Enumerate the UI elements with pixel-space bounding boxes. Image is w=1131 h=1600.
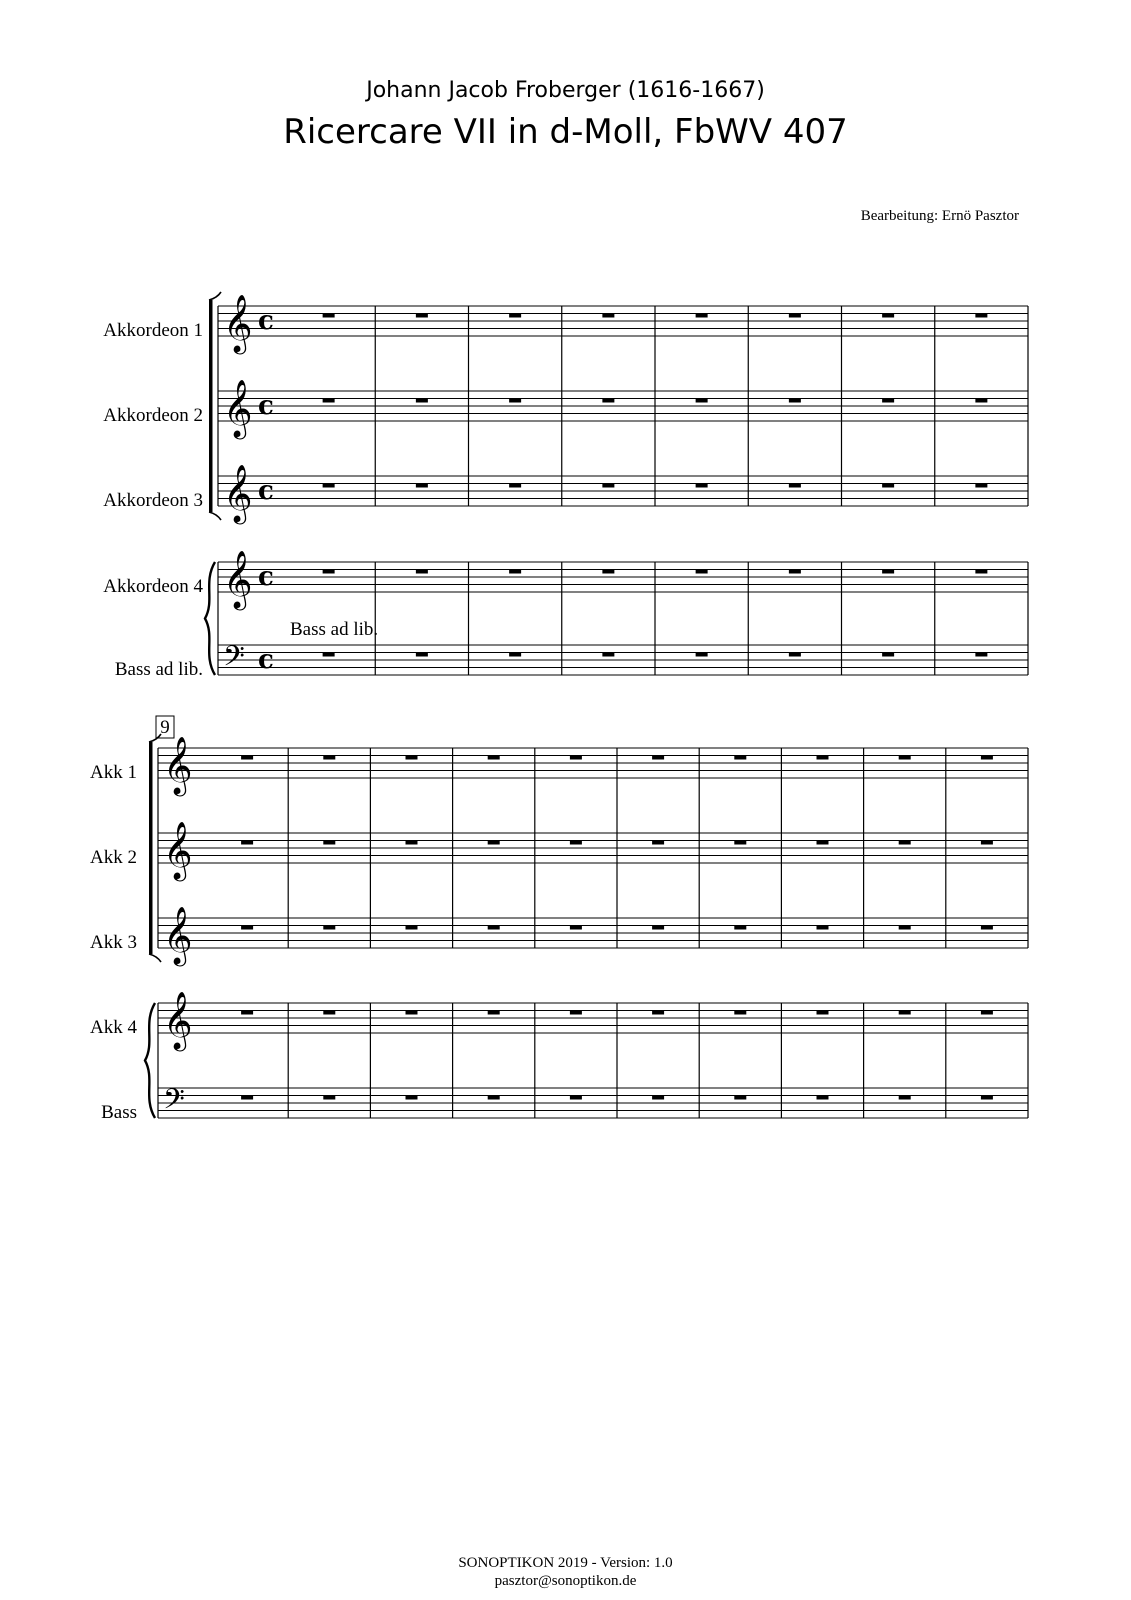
rest-mark [241,1011,253,1015]
rest-mark [570,926,582,930]
rest-mark [570,1096,582,1100]
rest-mark [570,756,582,760]
rest-mark [509,314,521,318]
rest-mark [981,1011,993,1015]
rest-mark [416,399,428,403]
rest-mark [416,653,428,657]
rest-mark [789,570,801,574]
rest-mark [652,841,664,845]
rest-mark [509,399,521,403]
rest-mark [602,570,614,574]
treble-clef: 𝄞 [163,736,193,794]
rest-mark [817,926,829,930]
rest-mark [696,399,708,403]
rest-mark [981,756,993,760]
rest-mark [899,1011,911,1015]
rest-mark [323,1011,335,1015]
rest-mark [488,1096,500,1100]
rest-mark [817,756,829,760]
rest-mark [323,841,335,845]
rest-mark [882,484,894,488]
rest-mark [323,484,335,488]
bass-clef: 𝄢 [163,1083,185,1123]
rest-mark [817,841,829,845]
rest-mark [509,484,521,488]
treble-clef: 𝄞 [163,906,193,964]
rest-mark [323,653,335,657]
treble-clef: 𝄞 [223,294,253,352]
staff-label: Akk 1 [90,762,137,783]
rest-mark [602,484,614,488]
rest-mark [323,926,335,930]
treble-clef: 𝄞 [223,550,253,608]
time-signature: c [258,476,274,506]
rest-mark [734,841,746,845]
rest-mark [488,756,500,760]
composer-line: Johann Jacob Froberger (1616-1667) [366,78,765,103]
time-signature: c [258,562,274,592]
rest-mark [602,653,614,657]
rest-mark [652,756,664,760]
rest-mark [241,926,253,930]
rest-mark [981,1096,993,1100]
rest-mark [406,841,418,845]
rest-mark [734,756,746,760]
rest-mark [981,926,993,930]
staff-bracket [149,742,153,954]
rest-mark [899,1096,911,1100]
footer-publisher: SONOPTIKON 2019 - Version: 1.0 [458,1555,673,1571]
rest-mark [975,314,987,318]
rest-mark [323,399,335,403]
rest-mark [696,570,708,574]
rest-mark [975,653,987,657]
piano-brace [205,562,215,675]
rest-mark [241,841,253,845]
staff-label: Bass ad lib. [114,659,203,680]
bracket-hook [209,292,221,300]
rest-mark [817,1011,829,1015]
time-signature: c [258,391,274,421]
rest-mark [570,841,582,845]
rest-mark [975,570,987,574]
rest-mark [323,756,335,760]
rest-mark [882,570,894,574]
rest-mark [899,926,911,930]
footer-email: pasztor@sonoptikon.de [494,1573,637,1589]
rest-mark [789,653,801,657]
rest-mark [241,1096,253,1100]
staff-label: Akkordeon 1 [103,320,203,341]
rest-mark [323,570,335,574]
rest-mark [981,841,993,845]
rest-mark [696,653,708,657]
rest-mark [789,399,801,403]
staff-label: Bass [101,1102,137,1123]
rest-mark [488,1011,500,1015]
staff-label: Akk 2 [90,847,137,868]
rest-mark [509,570,521,574]
treble-clef: 𝄞 [223,464,253,522]
rest-mark [488,841,500,845]
rest-mark [406,1011,418,1015]
staff-bracket [209,300,213,512]
rest-mark [602,399,614,403]
rest-mark [406,1096,418,1100]
rest-mark [323,314,335,318]
rest-mark [323,1096,335,1100]
rest-mark [734,1011,746,1015]
time-signature: c [258,306,274,336]
treble-clef: 𝄞 [163,821,193,879]
bracket-hook [209,512,221,520]
rest-mark [734,1096,746,1100]
rest-mark [488,926,500,930]
rest-mark [882,653,894,657]
rest-mark [899,841,911,845]
piano-brace [145,1003,155,1118]
rest-mark [509,653,521,657]
measure-number: 9 [160,717,170,738]
staff-label: Akkordeon 2 [103,405,203,426]
staff-label: Akk 3 [90,932,137,953]
rest-mark [975,484,987,488]
rest-mark [789,484,801,488]
bass-ad-lib-annotation: Bass ad lib. [290,619,379,640]
time-signature: c [258,645,274,675]
rest-mark [570,1011,582,1015]
rest-mark [652,1096,664,1100]
rest-mark [696,314,708,318]
bass-clef: 𝄢 [223,640,245,680]
rest-mark [975,399,987,403]
system-2 [90,716,174,1123]
rest-mark [416,314,428,318]
rest-mark [406,926,418,930]
rest-mark [652,926,664,930]
rest-mark [602,314,614,318]
rest-mark [734,926,746,930]
rest-mark [241,756,253,760]
staff-label: Akkordeon 3 [103,490,203,511]
piece-title: Ricercare VII in d-Moll, FbWV 407 [283,112,848,152]
rest-mark [817,1096,829,1100]
rest-mark [652,1011,664,1015]
treble-clef: 𝄞 [163,991,193,1049]
rest-mark [406,756,418,760]
staff-label: Akk 4 [90,1017,137,1038]
arranger-credit: Bearbeitung: Ernö Pasztor [860,208,1019,224]
rest-mark [899,756,911,760]
bracket-hook [149,954,161,962]
rest-mark [882,314,894,318]
rest-mark [416,570,428,574]
treble-clef: 𝄞 [223,379,253,437]
rest-mark [882,399,894,403]
rest-mark [789,314,801,318]
staff-label: Akkordeon 4 [103,576,203,597]
rest-mark [696,484,708,488]
notation-layer [145,292,1028,1123]
rest-mark [416,484,428,488]
